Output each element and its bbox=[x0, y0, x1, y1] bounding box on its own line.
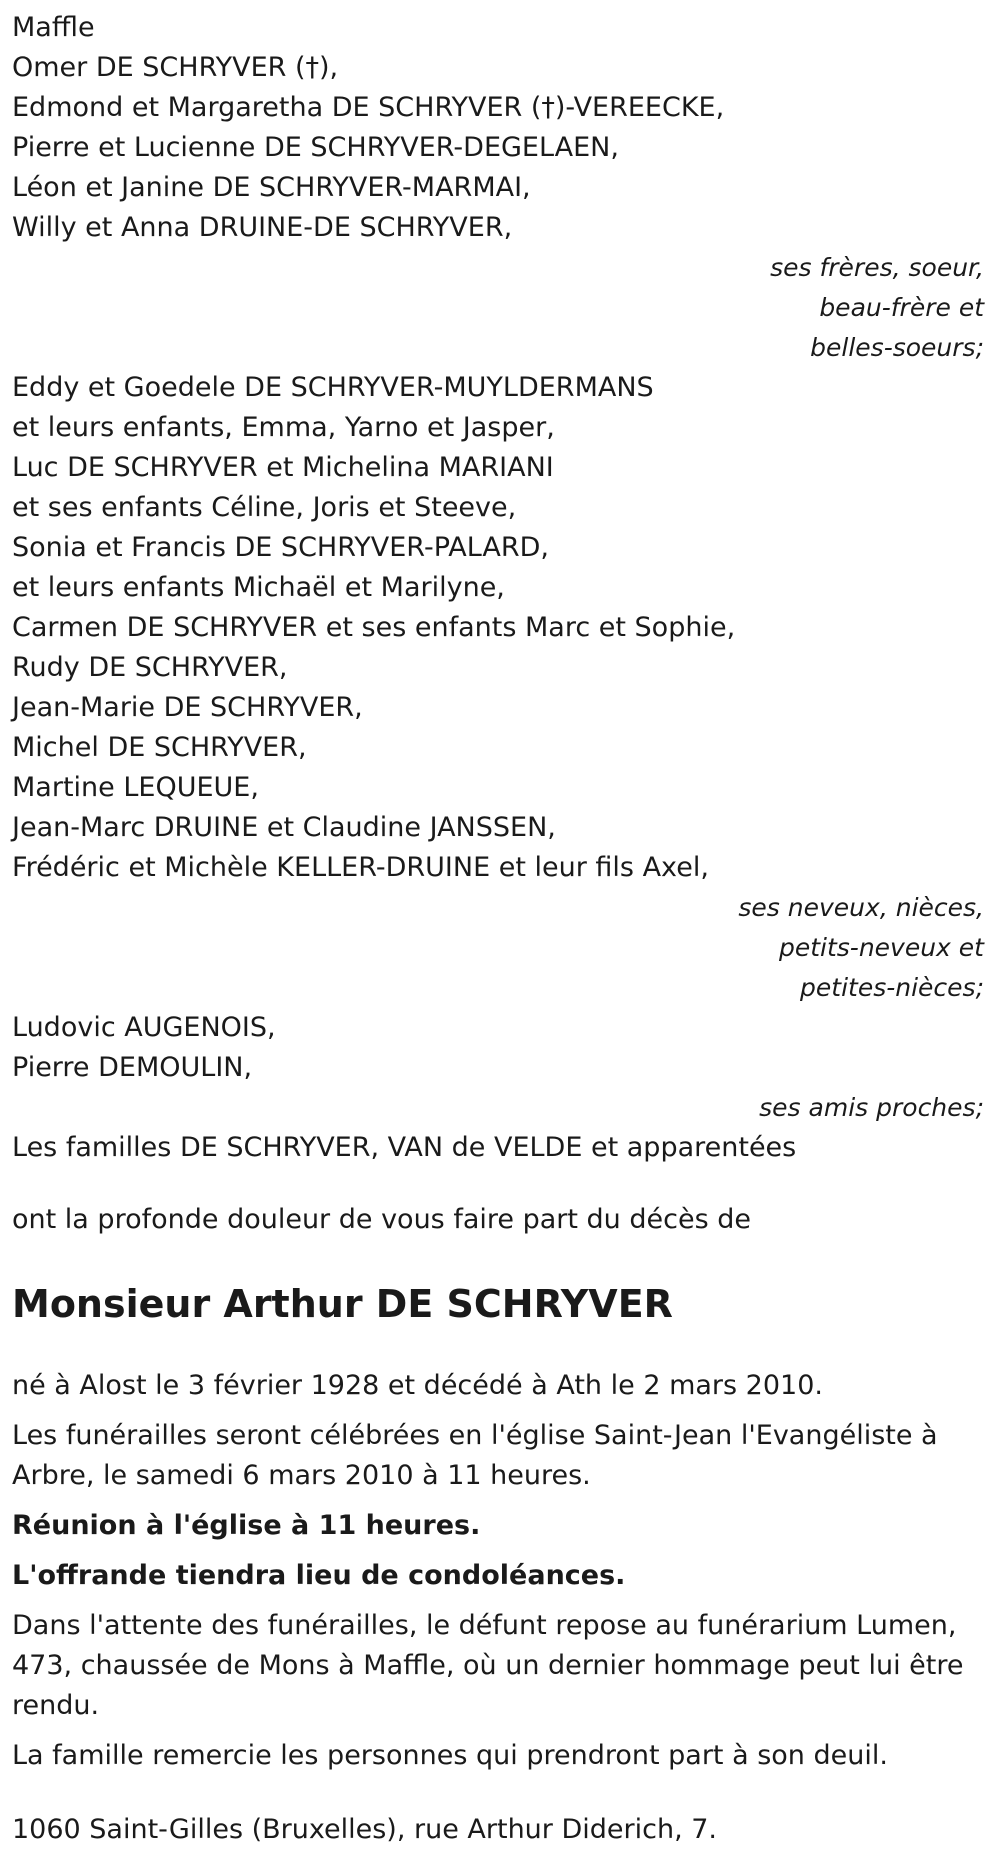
nephews-list bbox=[12, 368, 988, 888]
sibling-entry: Willy et Anna DRUINE-DE SCHRYVER, bbox=[12, 212, 513, 243]
rest-paragraph: Dans l'attente des funérailles, le défunt repose au funérarium Lumen, 473, chaussée de Mons à Maffle, où un dernier hommage peut lui être rendu. bbox=[12, 1610, 964, 1721]
sibling-entry: Omer DE SCHRYVER (†), bbox=[12, 52, 339, 83]
sibling-entry: Pierre et Lucienne DE SCHRYVER-DEGELAEN, bbox=[12, 132, 619, 163]
siblings-list bbox=[12, 48, 988, 248]
nephews-role bbox=[12, 888, 988, 1008]
nephew-entry: Jean-Marc DRUINE et Claudine JANSSEN, bbox=[12, 812, 556, 843]
friends-role bbox=[12, 1088, 988, 1128]
nephew-entry: Sonia et Francis DE SCHRYVER-PALARD, bbox=[12, 532, 549, 563]
nephew-entry: Frédéric et Michèle KELLER-DRUINE et leur fils Axel, bbox=[12, 852, 709, 883]
funeral-paragraph: Les funérailles seront célébrées en l'église Saint-Jean l'Evangéliste à Arbre, le samedi 6 mars 2010 à 11 heures. bbox=[12, 1420, 938, 1491]
nephew-entry: Jean-Marie DE SCHRYVER, bbox=[12, 692, 363, 723]
announcement-line: ont la profonde douleur de vous faire part du décès de bbox=[12, 1204, 751, 1235]
families-line: Les familles DE SCHRYVER, VAN de VELDE et apparentées bbox=[12, 1132, 797, 1163]
nephew-entry: et leurs enfants Michaël et Marilyne, bbox=[12, 572, 505, 603]
nephew-entry: Eddy et Goedele DE SCHRYVER-MUYLDERMANS bbox=[12, 372, 654, 403]
thanks-line: La famille remercie les personnes qui prendront part à son deuil. bbox=[12, 1740, 888, 1771]
friend-entry: Pierre DEMOULIN, bbox=[12, 1052, 253, 1083]
nephew-entry: Michel DE SCHRYVER, bbox=[12, 732, 307, 763]
role-line: ses amis proches; bbox=[759, 1093, 984, 1122]
deceased-name: Monsieur Arthur DE SCHRYVER bbox=[12, 1282, 673, 1326]
nephew-entry: Carmen DE SCHRYVER et ses enfants Marc et Sophie, bbox=[12, 612, 736, 643]
nephew-entry: Martine LEQUEUE, bbox=[12, 772, 259, 803]
birth-death-line: né à Alost le 3 février 1928 et décédé à Ath le 2 mars 2010. bbox=[12, 1370, 823, 1401]
nephew-entry: et ses enfants Céline, Joris et Steeve, bbox=[12, 492, 517, 523]
nephew-entry: Rudy DE SCHRYVER, bbox=[12, 652, 288, 683]
meeting-line: Réunion à l'église à 11 heures. bbox=[12, 1510, 481, 1541]
role-line: petits-neveux et bbox=[778, 933, 984, 962]
siblings-role bbox=[12, 248, 988, 368]
address-line: 1060 Saint-Gilles (Bruxelles), rue Arthur Diderich, 7. bbox=[12, 1814, 718, 1845]
nephew-entry: et leurs enfants, Emma, Yarno et Jasper, bbox=[12, 412, 555, 443]
role-line: beau-frère et bbox=[819, 293, 984, 322]
nephew-entry: Luc DE SCHRYVER et Michelina MARIANI bbox=[12, 452, 554, 483]
role-line: belles-soeurs; bbox=[810, 333, 984, 362]
role-line: ses neveux, nièces, bbox=[738, 893, 984, 922]
role-line: ses frères, soeur, bbox=[770, 253, 984, 282]
sibling-entry: Edmond et Margaretha DE SCHRYVER (†)-VEREECKE, bbox=[12, 92, 725, 123]
sibling-entry: Léon et Janine DE SCHRYVER-MARMAI, bbox=[12, 172, 531, 203]
place-heading: Maffle bbox=[12, 12, 95, 43]
friend-entry: Ludovic AUGENOIS, bbox=[12, 1012, 276, 1043]
role-line: petites-nièces; bbox=[800, 973, 984, 1002]
offering-line: L'offrande tiendra lieu de condoléances. bbox=[12, 1560, 626, 1591]
friends-list bbox=[12, 1008, 988, 1088]
